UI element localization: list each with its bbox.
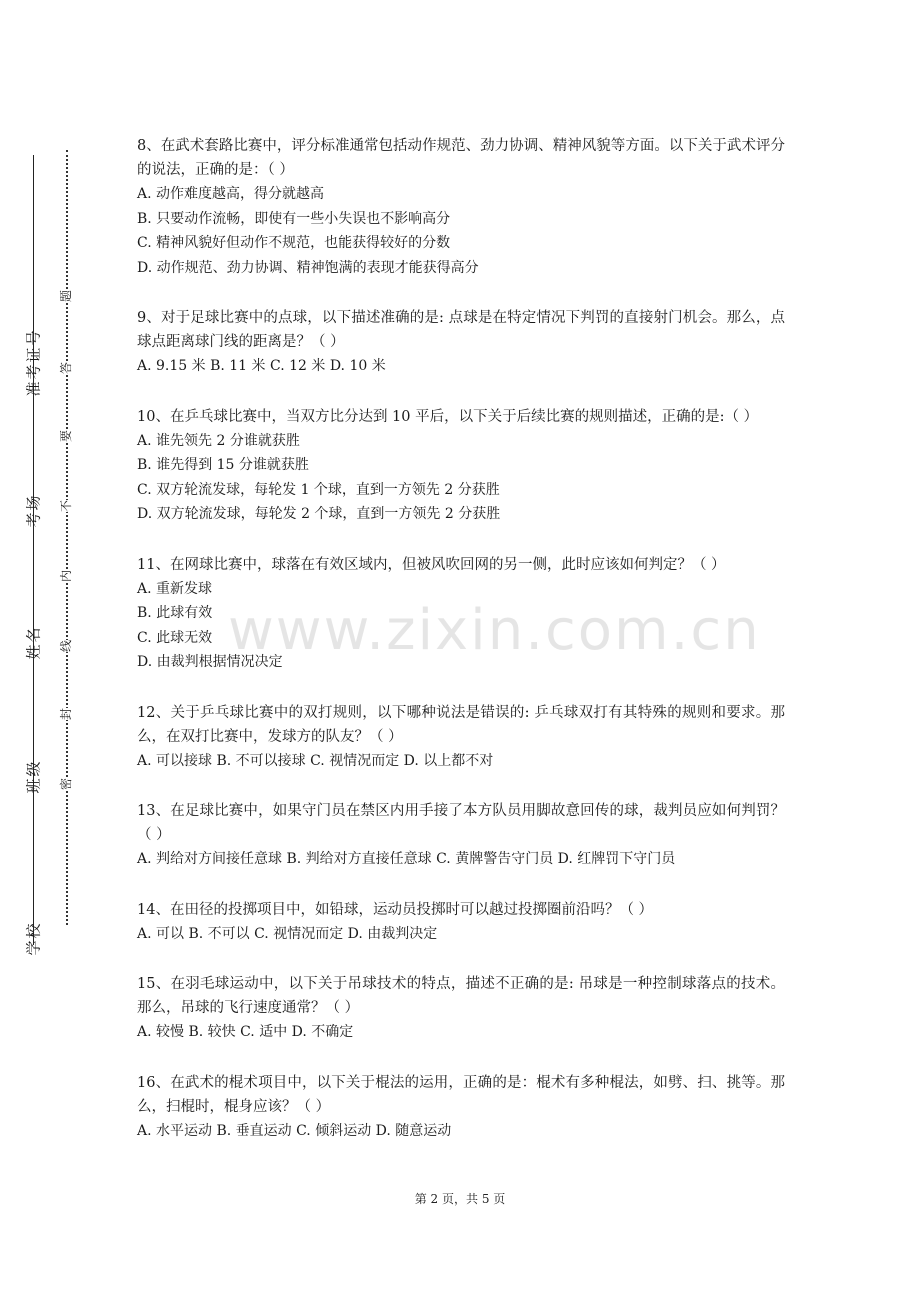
option: A. 可以 B. 不可以 C. 视情况而定 D. 由裁判决定 xyxy=(137,925,438,942)
option: B. 此球有效 xyxy=(137,605,213,621)
option: B. 谁先得到 15 分谁就获胜 xyxy=(137,457,309,473)
seal-char: 不 xyxy=(59,499,73,513)
question-14 xyxy=(137,898,785,947)
question-stem: 12、关于乒乓球比赛中的双打规则，以下哪种说法是错误的: 乒乓球双打有其特殊的规则和要求。那么，在双打比赛中，发球方的队友？（ ） xyxy=(137,704,785,745)
question-16 xyxy=(137,1071,785,1144)
seal-dotted-line xyxy=(66,150,68,925)
field-name: 姓名 xyxy=(24,625,43,660)
option: C. 此球无效 xyxy=(137,629,213,646)
question-list xyxy=(137,134,785,1169)
question-stem: 13、在足球比赛中，如果守门员在禁区内用手接了本方队员用脚故意回传的球，裁判员应如何判罚？（ ） xyxy=(137,803,785,843)
question-stem: 8、在武术套路比赛中，评分标准通常包括动作规范、劲力协调、精神风貌等方面。以下关于武术评分的说法，正确的是：（ ） xyxy=(137,138,785,178)
watermark: www.zixin.com.cn xyxy=(228,598,761,663)
option: C. 精神风貌好但动作不规范，也能获得较好的分数 xyxy=(137,235,451,251)
seal-char: 答 xyxy=(59,361,73,375)
question-stem: 15、在羽毛球运动中，以下关于吊球技术的特点，描述不正确的是: 吊球是一种控制球落点的技术。那么，吊球的飞行速度通常？（ ） xyxy=(137,976,785,1016)
option: B. 只要动作流畅，即使有一些小失误也不影响高分 xyxy=(137,210,451,227)
option: D. 由裁判根据情况决定 xyxy=(137,654,283,670)
seal-char: 要 xyxy=(59,429,73,443)
question-stem: 14、在田径的投掷项目中，如铅球，运动员投掷时可以越过投掷圈前沿吗？（ ） xyxy=(137,901,654,918)
question-11 xyxy=(137,553,785,675)
option: D. 动作规范、劲力协调、精神饱满的表现才能获得高分 xyxy=(137,259,479,276)
question-12 xyxy=(137,701,785,774)
page-footer: 第 2 页，共 5 页 xyxy=(414,1192,506,1206)
option: A. 判给对方间接任意球 B. 判给对方直接任意球 C. 黄牌警告守门员 D. 红牌罚下守门员 xyxy=(137,851,676,867)
seal-char: 内 xyxy=(59,569,73,583)
option: D. 双方轮流发球，每轮发 2 个球，直到一方领先 2 分获胜 xyxy=(137,506,501,522)
question-10 xyxy=(137,405,785,527)
binding-line xyxy=(33,155,34,945)
option: A. 可以接球 B. 不可以接球 C. 视情况而定 D. 以上都不对 xyxy=(137,752,494,769)
question-stem: 9、对于足球比赛中的点球，以下描述准确的是: 点球是在特定情况下判罚的直接射门机会。那么，点球点距离球门线的距离是？（ ） xyxy=(137,310,785,350)
question-stem: 11、在网球比赛中，球落在有效区域内，但被风吹回网的另一侧，此时应该如何判定？（ ） xyxy=(137,556,726,573)
seal-char: 封 xyxy=(59,707,73,721)
field-school: 学校 xyxy=(24,921,43,956)
question-15 xyxy=(137,972,785,1045)
option: A. 9.15 米 B. 11 米 C. 12 米 D. 10 米 xyxy=(137,358,386,374)
option: A. 水平运动 B. 垂直运动 C. 倾斜运动 D. 随意运动 xyxy=(137,1122,452,1139)
question-9 xyxy=(137,306,785,379)
seal-char: 题 xyxy=(59,289,73,303)
question-stem: 16、在武术的棍术项目中，以下关于棍法的运用，正确的是：棍术有多种棍法，如劈、扫、挑等。那么，扫棍时，棍身应该？（ ） xyxy=(137,1074,785,1115)
seal-char: 线 xyxy=(59,639,73,653)
option: A. 较慢 B. 较快 C. 适中 D. 不确定 xyxy=(137,1024,354,1040)
question-8 xyxy=(137,134,785,280)
seal-char: 密 xyxy=(59,777,73,791)
option: A. 重新发球 xyxy=(137,580,213,597)
option: A. 谁先领先 2 分谁就获胜 xyxy=(137,432,300,449)
question-13 xyxy=(137,799,785,872)
option: C. 双方轮流发球，每轮发 1 个球，直到一方领先 2 分获胜 xyxy=(137,481,500,498)
field-class: 班级 xyxy=(24,759,43,794)
question-stem: 10、在乒乓球比赛中，当双方比分达到 10 平后，以下关于后续比赛的规则描述，正确的是:（ ） xyxy=(137,408,759,425)
field-exam-room: 考场 xyxy=(24,493,43,528)
option: A. 动作难度越高，得分就越高 xyxy=(137,186,325,202)
field-exam-number: 准考证号 xyxy=(24,328,43,397)
